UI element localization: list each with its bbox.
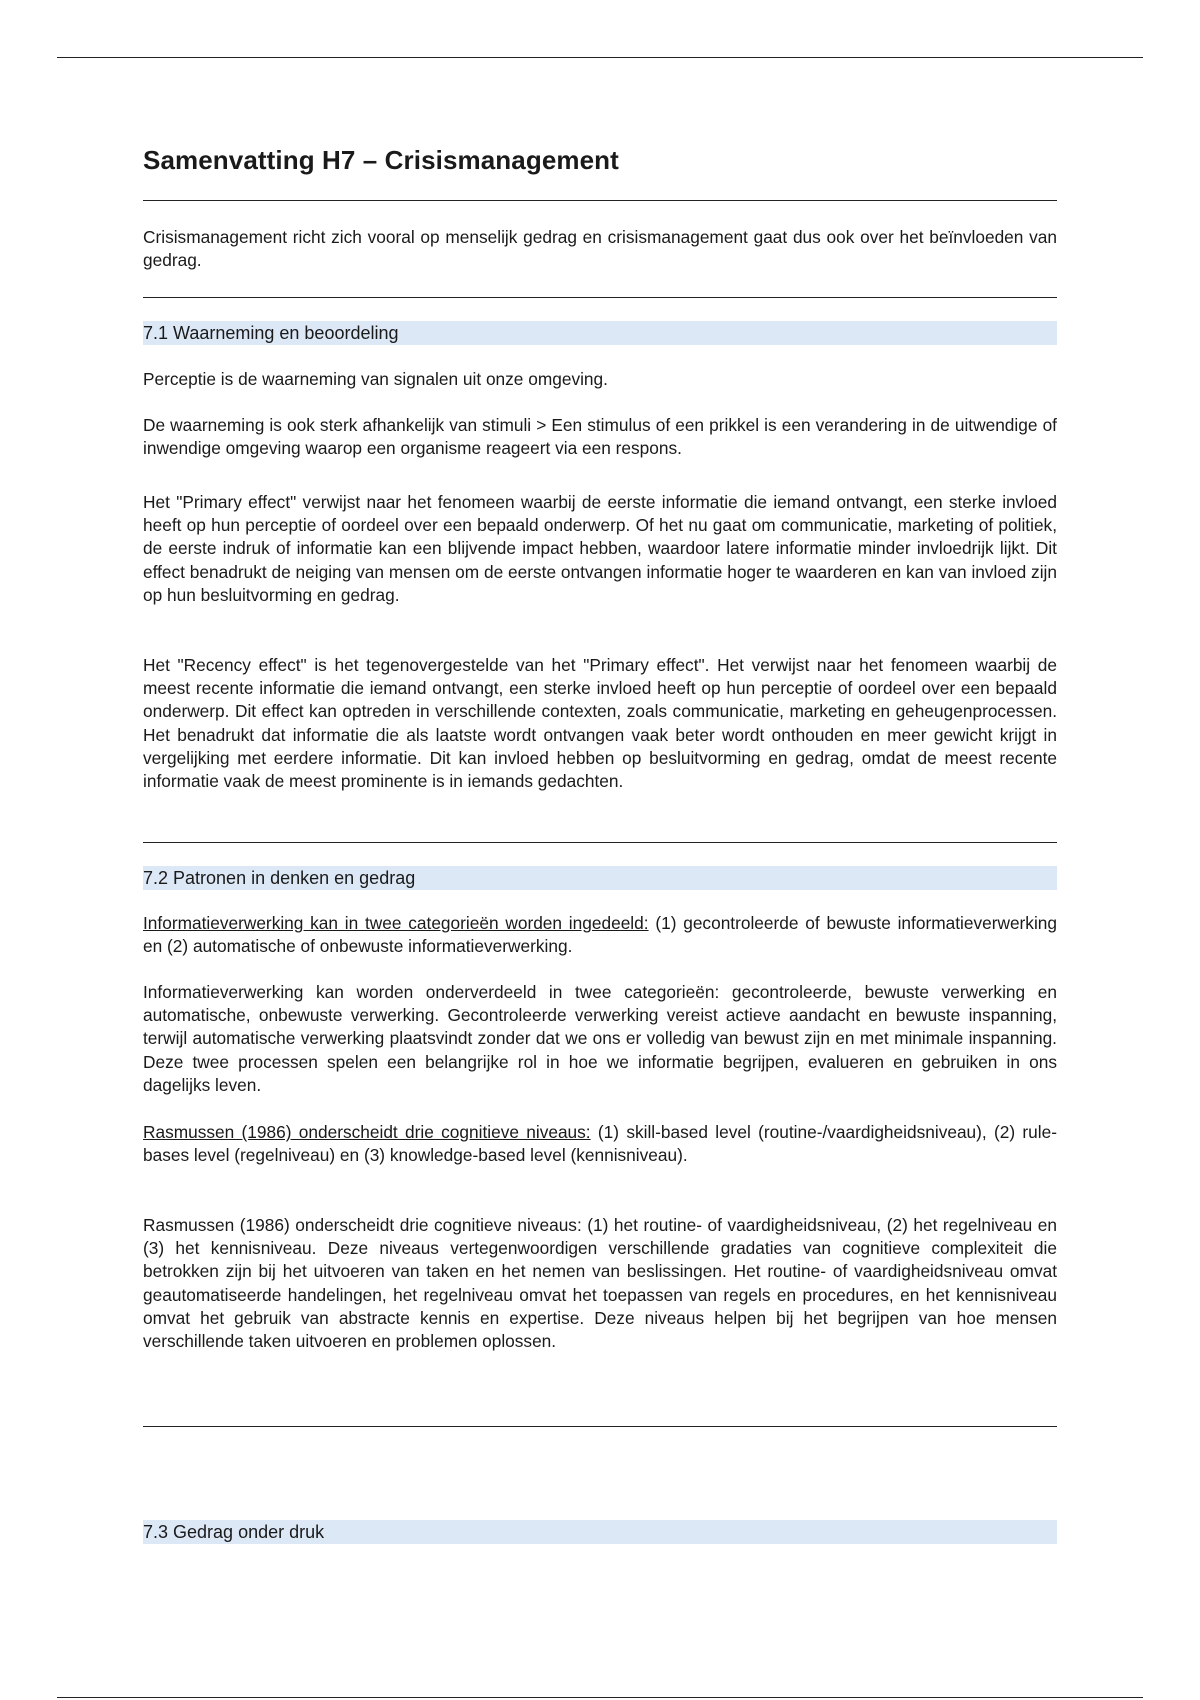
paragraph-informatieverwerking: Informatieverwerking kan worden onderverdeeld in twee categorieën: gecontroleerde, bewuste verwerking en automatische, onbewuste verwerking. Gecontroleerde verwerking vereist actieve aandacht en bewuste inspanning, terwijl automatische verwerking plaatsvindt zonder dat we ons er volledig van bewust zijn en met minimale inspanning. Deze twee processen spelen een belangrijke rol in hoe we informatie begrijpen, evalueren en gebruiken in ons dagelijks leven. <box>143 982 1057 1095</box>
section-heading-7-2: 7.2 Patronen in denken en gedrag <box>143 866 1057 890</box>
paragraph-primary-effect: Het "Primary effect" verwijst naar het fenomeen waarbij de eerste informatie die iemand ontvangt, een sterke invloed heeft op hun perceptie of oordeel over een bepaald onderwerp. Of het nu gaat om communicatie, marketing of politiek, de eerste indruk of informatie kan een blijvende impact hebben, waardoor latere informatie minder invloedrijk lijkt. Dit effect benadrukt de neiging van mensen om de eerste ontvangen informatie hoger te waarderen en kan van invloed zijn op hun besluitvorming en gedrag. <box>143 492 1057 605</box>
underlined-lead: Rasmussen (1986) onderscheidt drie cognitieve niveaus: <box>143 1122 591 1142</box>
divider <box>143 200 1057 201</box>
paragraph-rest: (1) gecontroleerde of bewuste informatieverwerking en (2) automatische of onbewuste informatieverwerking. <box>143 913 1058 957</box>
paragraph-stimuli: De waarneming is ook sterk afhankelijk van stimuli > Een stimulus of een prikkel is een verandering in de uitwendige of inwendige omgeving waarop een organisme reageert via een respons. <box>143 415 1057 459</box>
paragraph-recency-effect: Het "Recency effect" is het tegenovergestelde van het "Primary effect". Het verwijst naar het fenomeen waarbij de meest recente informatie die iemand ontvangt, een sterke invloed heeft op hun perceptie of oordeel over een bepaald onderwerp. Dit effect kan optreden in verschillende contexten, zoals communicatie, marketing en geheugenprocessen. Het benadrukt dat informatie die als laatste wordt ontvangen vaak beter wordt onthouden en meer gewicht krijgt in vergelijking met eerdere informatie. Dit kan invloed hebben op besluitvorming en gedrag, omdat de meest recente informatie vaak de meest prominente is in iemands gedachten. <box>143 655 1057 792</box>
divider <box>143 1426 1057 1427</box>
paragraph-rasmussen: Rasmussen (1986) onderscheidt drie cognitieve niveaus: (1) het routine- of vaardigheidsniveau, (2) het regelniveau en (3) het kennisniveau. Deze niveaus vertegenwoordigen verschillende gradaties van cognitieve complexiteit die betrokken zijn bij het uitvoeren van taken en het nemen van beslissingen. Het routine- of vaardigheidsniveau omvat geautomatiseerde handelingen, het regelniveau omvat het toepassen van regels en procedures, en het kennisniveau omvat het gebruik van abstracte kennis en expertise. Deze niveaus helpen bij het begrijpen van hoe mensen verschillende taken uitvoeren en problemen oplossen. <box>143 1215 1057 1352</box>
divider <box>143 297 1057 298</box>
paragraph-informatieverwerking-kort <box>143 912 1057 958</box>
document-title: Samenvatting H7 – Crisismanagement <box>143 145 619 175</box>
paragraph-perceptie: Perceptie is de waarneming van signalen uit onze omgeving. <box>143 369 608 389</box>
section-heading-7-3: 7.3 Gedrag onder druk <box>143 1520 1057 1544</box>
section-heading-7-1: 7.1 Waarneming en beoordeling <box>143 321 1057 345</box>
underlined-lead: Informatieverwerking kan in twee categorieën worden ingedeeld: <box>143 913 649 933</box>
page-bottom-rule <box>57 1697 1143 1698</box>
paragraph-rest: (1) skill-based level (routine-/vaardigheidsniveau), (2) rule-bases level (regelniveau) en (3) knowledge-based level (kennisniveau). <box>143 1122 1057 1166</box>
paragraph-rasmussen-kort <box>143 1121 1057 1167</box>
page-top-rule <box>57 57 1143 58</box>
intro-paragraph: Crisismanagement richt zich vooral op menselijk gedrag en crisismanagement gaat dus ook over het beïnvloeden van gedrag. <box>143 227 1057 271</box>
divider <box>143 842 1057 843</box>
